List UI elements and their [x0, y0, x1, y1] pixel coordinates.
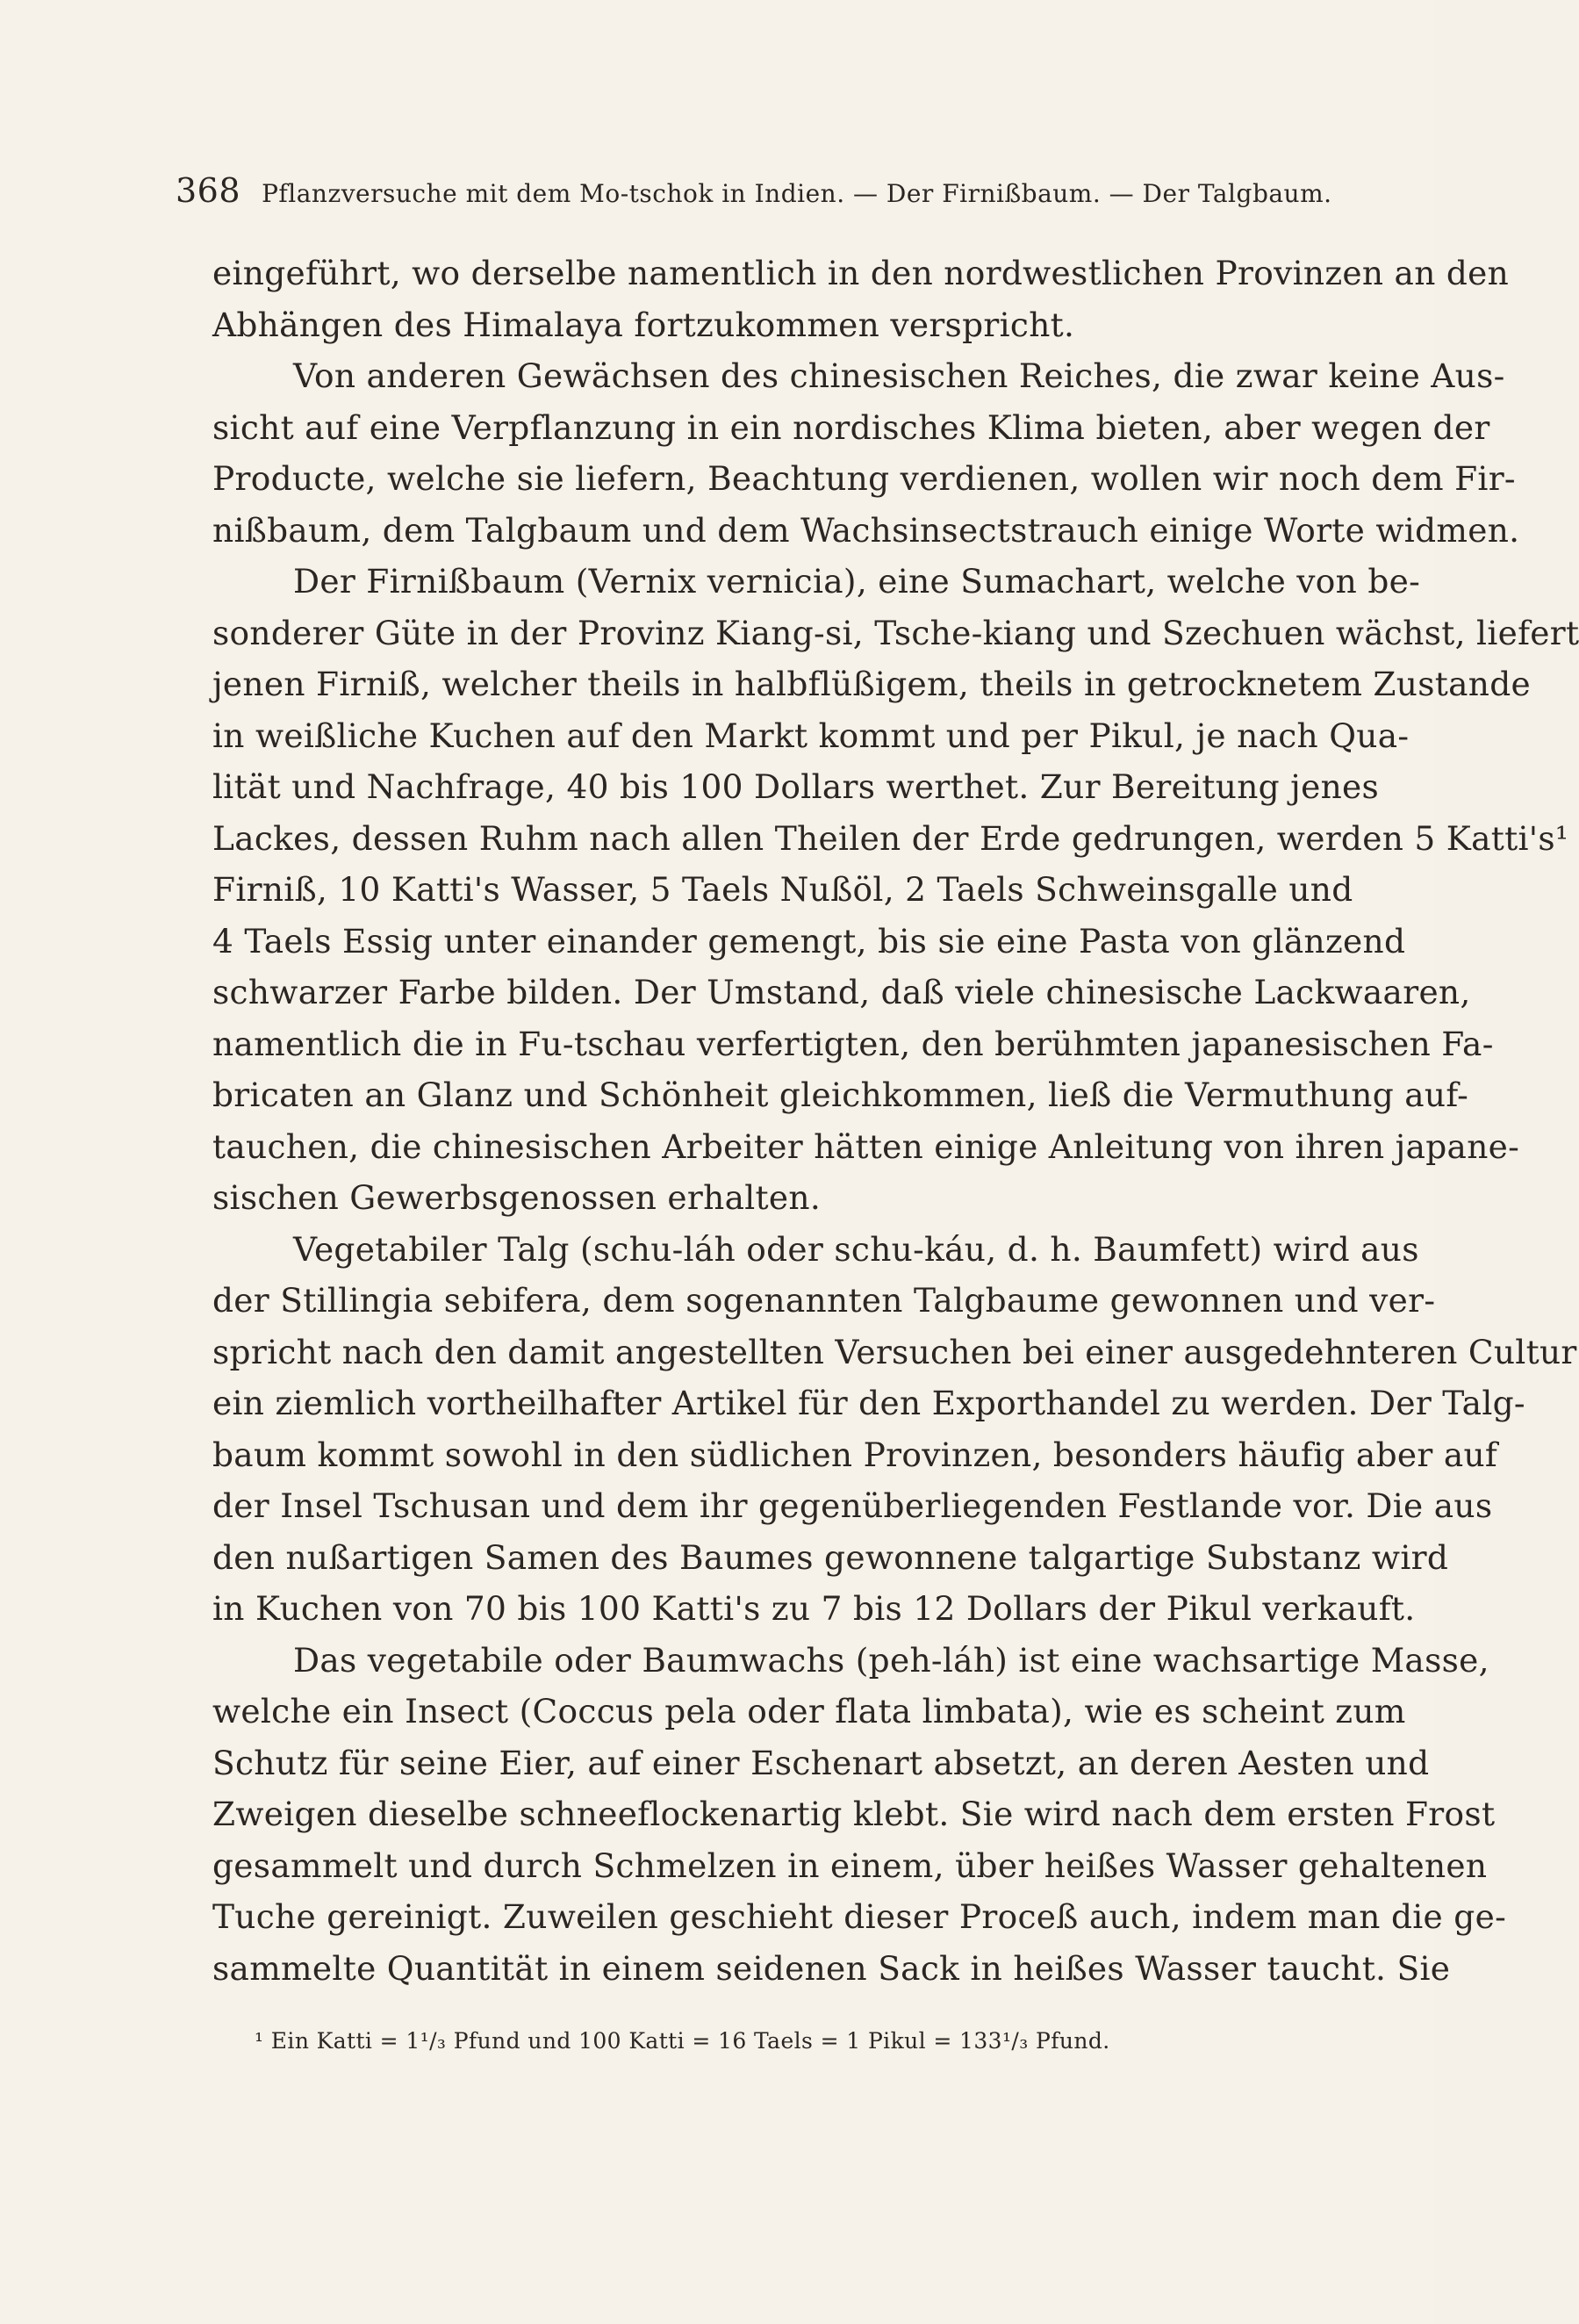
text-line: Zweigen dieselbe schneeflockenartig klebt. Sie wird nach dem ersten Frost: [212, 1795, 1496, 1833]
text-line: Schutz für seine Eier, auf einer Eschenart absetzt, an deren Aesten und: [212, 1743, 1430, 1782]
text-line: schwarzer Farbe bilden. Der Umstand, daß viele chinesische Lackwaaren,: [212, 973, 1471, 1011]
text-line: baum kommt sowohl in den südlichen Provinzen, besonders häufig aber auf: [212, 1435, 1498, 1474]
text-line: Lackes, dessen Ruhm nach allen Theilen der Erde gedrungen, werden 5 Katti's¹: [212, 818, 1569, 858]
text-line: der Stillingia sebifera, dem sogenannten Talgbaume gewonnen und ver-: [212, 1281, 1436, 1320]
page-number: 368: [176, 171, 241, 210]
text-line: welche ein Insect (Coccus pela oder flata limbata), wie es scheint zum: [212, 1692, 1406, 1730]
text-line: lität und Nachfrage, 40 bis 100 Dollars werthet. Zur Bereitung jenes: [212, 767, 1380, 806]
text-line: nißbaum, dem Talgbaum und dem Wachsinsectstrauch einige Worte widmen.: [212, 510, 1520, 550]
body-text: [212, 248, 1579, 1994]
text-line: jenen Firniß, welcher theils in halbflüßigem, theils in getrocknetem Zustande: [212, 665, 1532, 703]
text-line: Das vegetabile oder Baumwachs (peh-láh) ist eine wachsartige Masse,: [293, 1640, 1489, 1680]
text-line: gesammelt und durch Schmelzen in einem, über heißes Wasser gehaltenen: [212, 1846, 1488, 1885]
text-line: namentlich die in Fu-tschau verfertigten, den berühmten japanesischen Fa-: [212, 1024, 1494, 1063]
page-header: [176, 171, 1332, 215]
text-line: sischen Gewerbsgenossen erhalten.: [212, 1178, 822, 1217]
text-line: 4 Taels Essig unter einander gemengt, bis sie eine Pasta von glänzend: [212, 921, 1406, 961]
text-line: Vegetabiler Talg (schu-láh oder schu-káu, d. h. Baumfett) wird aus: [293, 1229, 1419, 1269]
text-line: in Kuchen von 70 bis 100 Katti's zu 7 bis 12 Dollars der Pikul verkauft.: [212, 1589, 1416, 1628]
text-line: den nußartigen Samen des Baumes gewonnene talgartige Substanz wird: [212, 1537, 1449, 1577]
text-line: Von anderen Gewächsen des chinesischen Reiches, die zwar keine Aus-: [293, 356, 1505, 395]
text-line: Firniß, 10 Katti's Wasser, 5 Taels Nußöl, 2 Taels Schweinsgalle und: [212, 870, 1353, 909]
footnote: ¹ Ein Katti = 1¹/₃ Pfund und 100 Katti = 16 Taels = 1 Pikul = 133¹/₃ Pfund.: [255, 2028, 1110, 2054]
running-head: Pflanzversuche mit dem Mo-tschok in Indien. — Der Firnißbaum. — Der Talgbaum.: [262, 179, 1332, 208]
text-line: der Insel Tschusan und dem ihr gegenüberliegenden Festlande vor. Die aus: [212, 1486, 1493, 1525]
text-line: sicht auf eine Verpflanzung in ein nordisches Klima bieten, aber wegen der: [212, 407, 1490, 447]
text-line: ein ziemlich vortheilhafter Artikel für den Exporthandel zu werden. Der Talg-: [212, 1384, 1525, 1422]
text-line: eingeführt, wo derselbe namentlich in den nordwestlichen Provinzen an den: [212, 254, 1510, 292]
text-line: Producte, welche sie liefern, Beachtung verdienen, wollen wir noch dem Fir-: [212, 459, 1516, 498]
text-line: Abhängen des Himalaya fortzukommen verspricht.: [212, 305, 1075, 344]
text-line: sammelte Quantität in einem seidenen Sack in heißes Wasser taucht. Sie: [212, 1948, 1451, 1988]
text-line: Tuche gereinigt. Zuweilen geschieht dieser Proceß auch, indem man die ge-: [212, 1897, 1507, 1936]
text-line: spricht nach den damit angestellten Versuchen bei einer ausgedehnteren Cultur: [212, 1332, 1577, 1371]
text-line: in weißliche Kuchen auf den Markt kommt und per Pikul, je nach Qua-: [212, 716, 1410, 755]
text-line: Der Firnißbaum (Vernix vernicia), eine Sumachart, welche von be-: [293, 562, 1421, 601]
text-line: bricaten an Glanz und Schönheit gleichkommen, ließ die Vermuthung auf-: [212, 1076, 1469, 1114]
text-line: sonderer Güte in der Provinz Kiang-si, Tsche-kiang und Szechuen wächst, liefert: [212, 613, 1579, 652]
text-line: tauchen, die chinesischen Arbeiter hätten einige Anleitung von ihren japane-: [212, 1126, 1520, 1166]
